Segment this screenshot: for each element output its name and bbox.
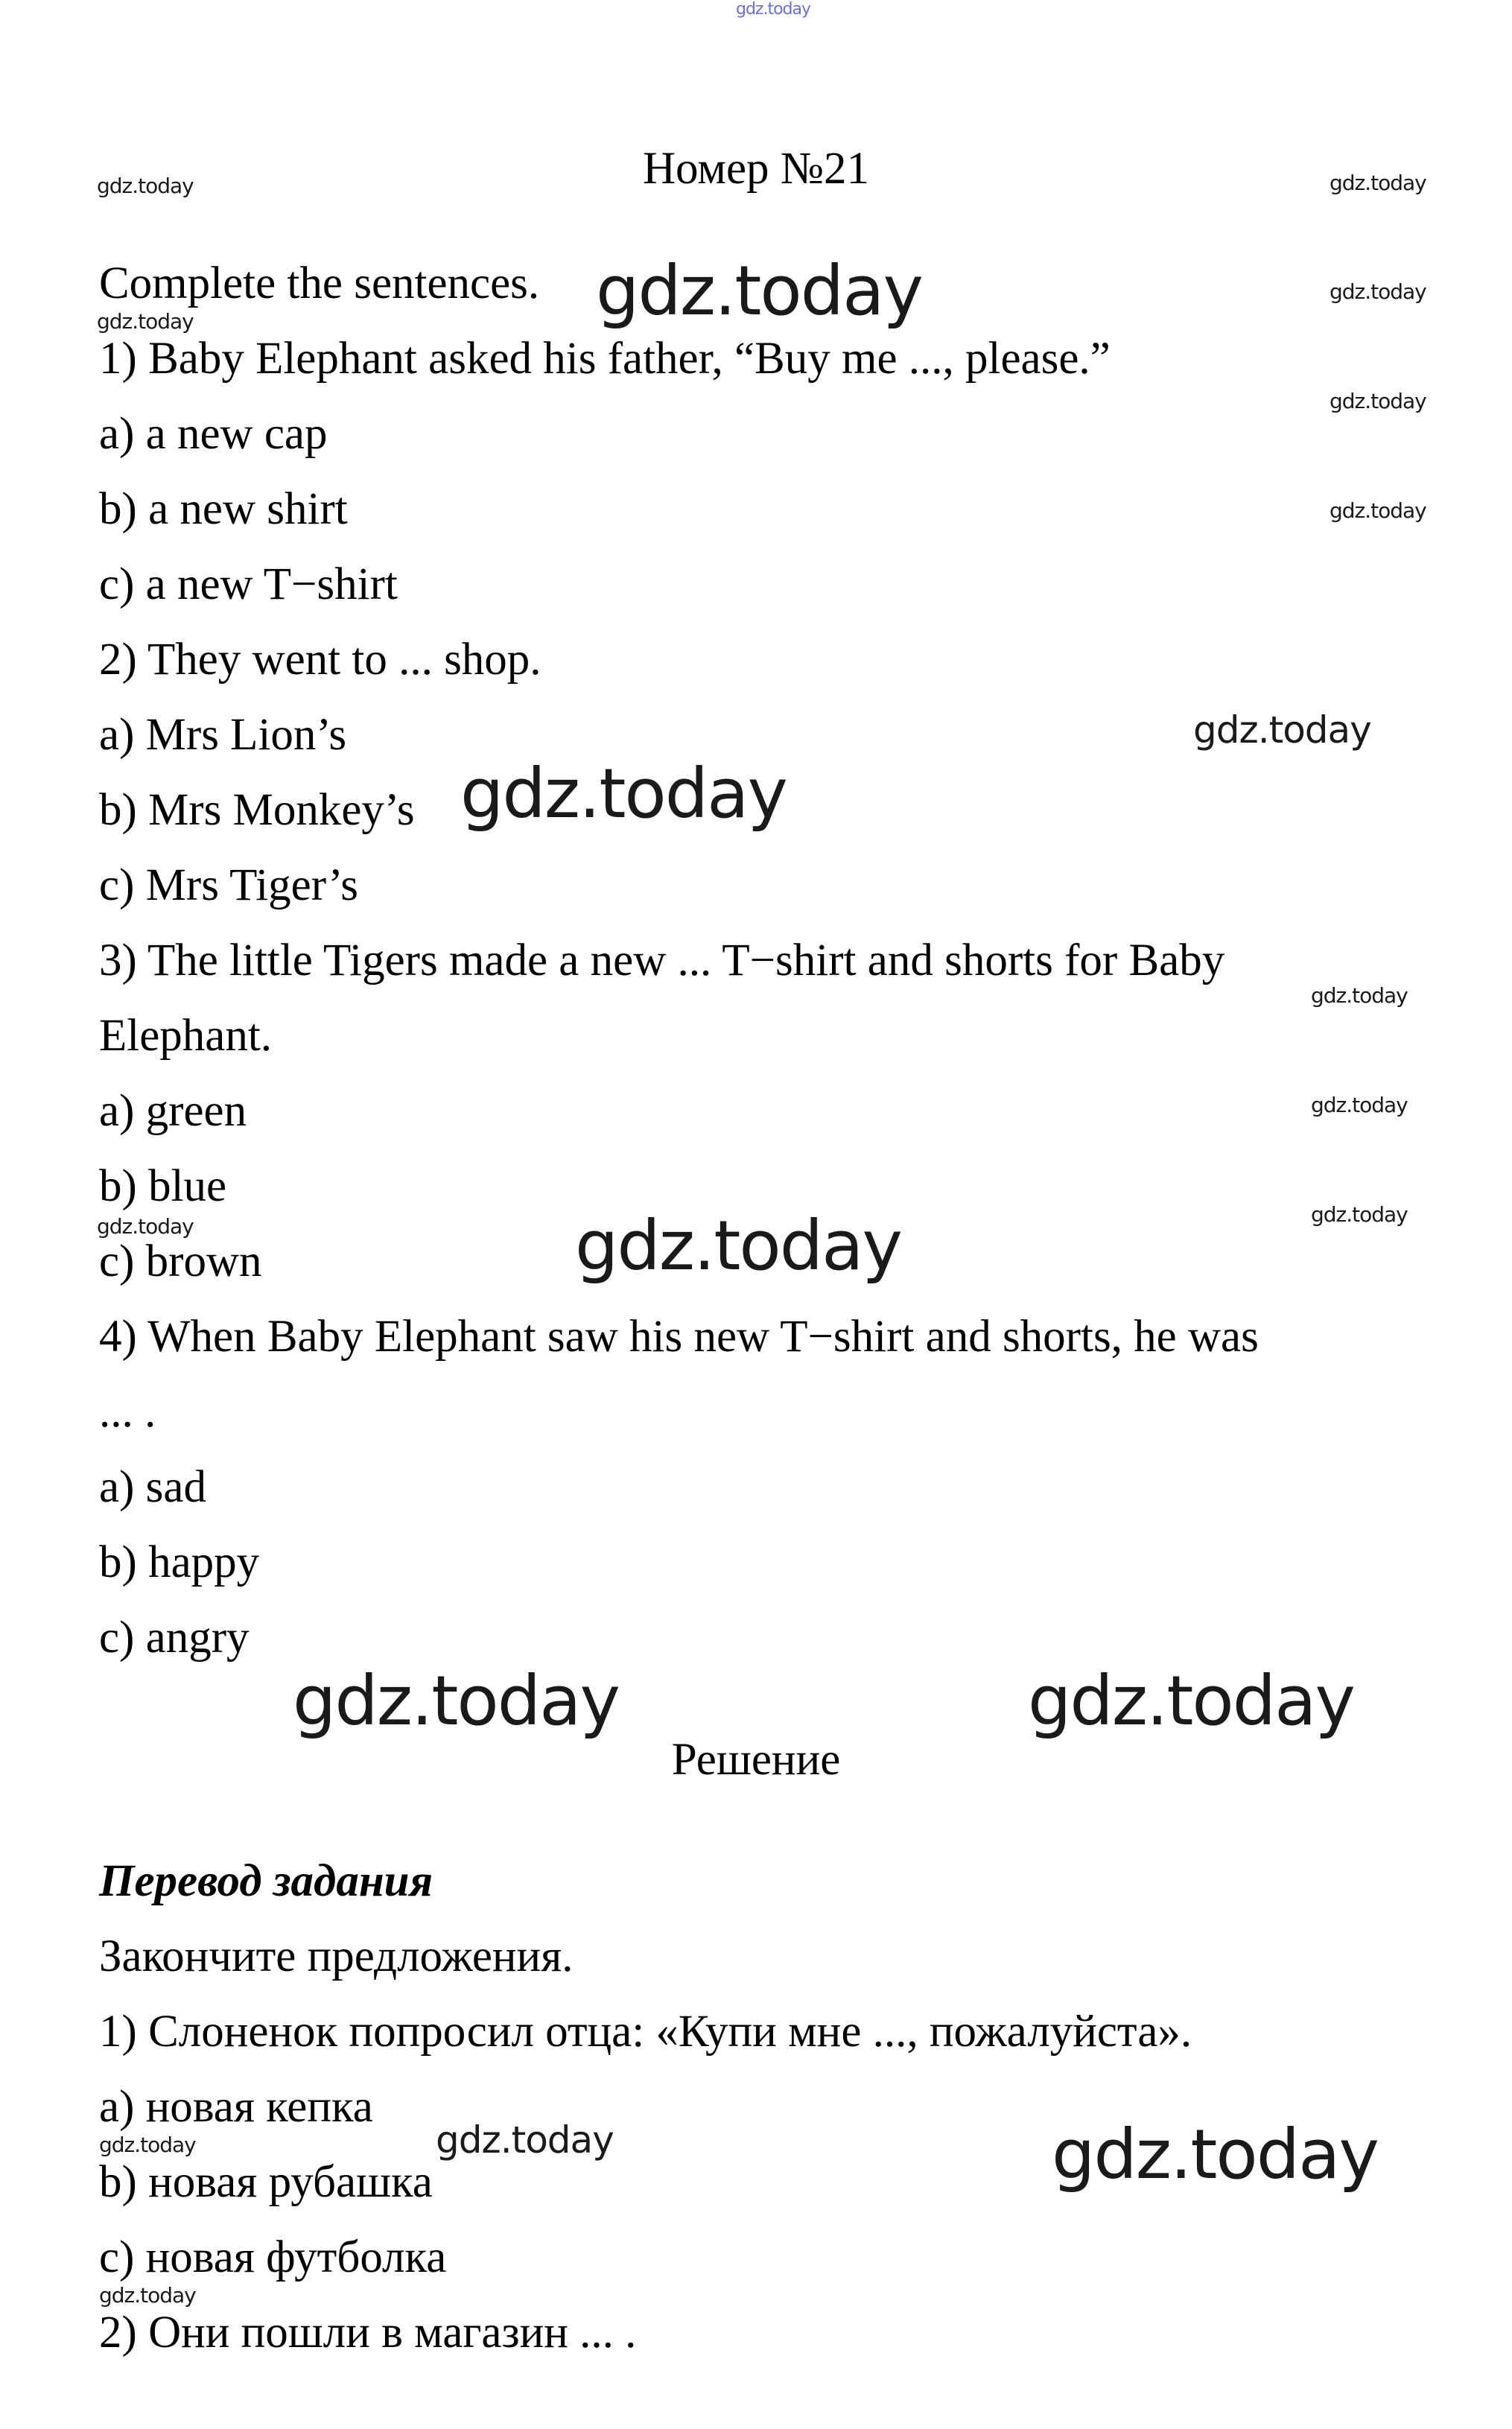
watermark: gdz.today xyxy=(460,754,787,834)
option-3c: c) brown xyxy=(99,1236,262,1286)
watermark: gdz.today xyxy=(97,174,194,198)
translation-option-1a: a) новая кепка xyxy=(99,2082,373,2132)
option-1c: c) a new T−shirt xyxy=(99,559,398,609)
watermark: gdz.today xyxy=(99,2133,196,2157)
page-title: Номер №21 xyxy=(642,144,870,194)
question-4: 4) When Baby Elephant saw his new T−shirt and shorts, he was xyxy=(99,1312,1259,1362)
task-instruction: Complete the sentences. xyxy=(99,258,540,308)
watermark: gdz.today xyxy=(1028,1661,1354,1741)
watermark: gdz.today xyxy=(1193,708,1371,752)
translation-option-1b: b) новая рубашка xyxy=(99,2157,433,2207)
question-3-cont: Elephant. xyxy=(99,1011,273,1061)
translation-option-1c: c) новая футболка xyxy=(99,2232,447,2282)
watermark: gdz.today xyxy=(1311,1202,1408,1227)
translation-question-1: 1) Слоненок попросил отца: «Купи мне ..., пожалуйста». xyxy=(99,2007,1192,2057)
translation-question-2: 2) Они пошли в магазин ... . xyxy=(99,2308,637,2357)
watermark: gdz.today xyxy=(1311,1093,1408,1117)
option-3a: a) green xyxy=(99,1086,247,1136)
option-2c: c) Mrs Tiger’s xyxy=(99,860,358,910)
watermark: gdz.today xyxy=(293,1661,619,1741)
watermark: gdz.today xyxy=(1330,171,1426,195)
option-3b: b) blue xyxy=(99,1161,227,1211)
solution-heading: Решение xyxy=(671,1735,841,1785)
option-4c: c) angry xyxy=(99,1613,250,1663)
watermark: gdz.today xyxy=(436,2118,614,2162)
question-2: 2) They went to ... shop. xyxy=(99,635,541,685)
question-3: 3) The little Tigers made a new ... T−shirt and shorts for Baby xyxy=(99,936,1225,985)
watermark: gdz.today xyxy=(1311,983,1408,1008)
option-4b: b) happy xyxy=(99,1537,260,1587)
watermark: gdz.today xyxy=(575,1206,901,1286)
watermark: gdz.today xyxy=(1052,2115,1378,2194)
translation-instruction: Закончите предложения. xyxy=(99,1931,574,1981)
watermark: gdz.today xyxy=(1330,279,1426,304)
option-2a: a) Mrs Lion’s xyxy=(99,710,347,760)
watermark: gdz.today xyxy=(1330,498,1426,523)
option-4a: a) sad xyxy=(99,1462,206,1512)
watermark: gdz.today xyxy=(1330,389,1426,413)
watermark: gdz.today xyxy=(99,2283,196,2308)
option-2b: b) Mrs Monkey’s xyxy=(99,785,415,835)
watermark: gdz.today xyxy=(596,251,922,331)
watermark: gdz.today xyxy=(97,309,194,334)
translation-heading: Перевод задания xyxy=(99,1856,433,1906)
question-4-cont: ... . xyxy=(99,1387,156,1437)
watermark: gdz.today xyxy=(97,1214,194,1239)
question-1: 1) Baby Elephant asked his father, “Buy me ..., please.” xyxy=(99,334,1111,384)
option-1a: a) a new cap xyxy=(99,409,328,459)
option-1b: b) a new shirt xyxy=(99,484,348,534)
watermark-top: gdz.today xyxy=(736,0,811,19)
